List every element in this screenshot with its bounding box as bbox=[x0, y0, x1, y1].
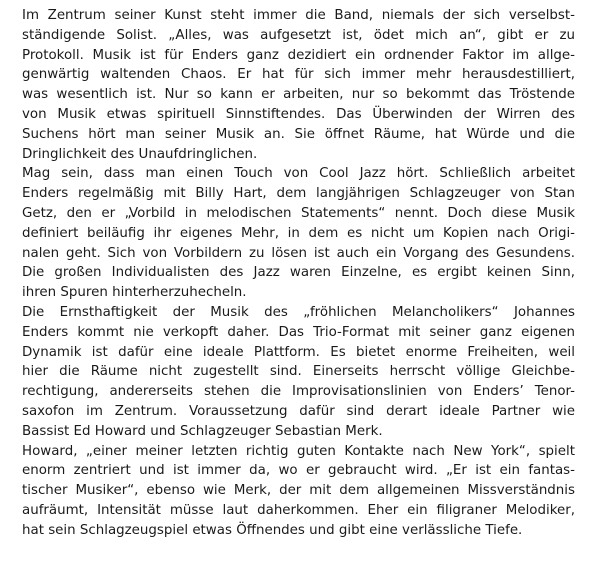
text-line: enorm zentriert und ist immer da, wo er gebraucht wird. „Er ist ein fantas- bbox=[22, 463, 575, 479]
text-line: nalen geht. Sich von Vorbildern zu lösen ist auch ein Vorgang des Gesundens. bbox=[22, 245, 575, 261]
text-line: Dringlichkeit des Unaufdringlichen. bbox=[22, 146, 258, 162]
text-line: Die großen Individualisten des Jazz waren Einzelne, es ergibt keinen Sinn, bbox=[22, 265, 575, 281]
text-line: ständigende Solist. „Alles, was aufgesetzt ist, ödet mich an“, gibt er zu bbox=[22, 27, 575, 43]
text-line: genwärtig waltenden Chaos. Er hat für sich immer mehr herausdestilliert, bbox=[22, 67, 575, 83]
text-line: hier die Räume nicht zugestellt sind. Einerseits herrscht völlige Gleichbe- bbox=[22, 364, 575, 380]
paragraph-3 bbox=[22, 303, 575, 442]
text-line: Enders regelmäßig mit Billy Hart, dem langjährigen Schlagzeuger von Stan bbox=[22, 186, 575, 202]
text-line: Howard, „einer meiner letzten richtig guten Kontakte nach New York“, spielt bbox=[22, 443, 575, 459]
text-line: hat sein Schlagzeugspiel etwas Öffnendes und gibt eine verlässliche Tiefe. bbox=[22, 522, 523, 538]
paragraph-2 bbox=[22, 164, 575, 303]
text-line: Enders kommt nie verkopft daher. Das Trio-Format mit seiner ganz eigenen bbox=[22, 324, 575, 340]
text-line: rechtigung, andererseits stehen die Improvisationslinien von Enders’ Tenor- bbox=[22, 384, 575, 400]
text-line: Mag sein, dass man einen Touch von Cool Jazz hört. Schließlich arbeitet bbox=[22, 166, 575, 182]
text-line: ihren Spuren hinterherzuhecheln. bbox=[22, 285, 247, 301]
text-line: Im Zentrum seiner Kunst steht immer die Band, niemals der sich verselbst- bbox=[22, 8, 575, 23]
text-line: was wesentlich ist. Nur so kann er arbeiten, nur so bekommt das Tröstende bbox=[22, 87, 575, 103]
text-line: von Musik etwas spirituell Sinnstiftendes. Das Überwinden der Wirren des bbox=[22, 106, 575, 122]
text-line: Die Ernsthaftigkeit der Musik des „fröhlichen Melancholikers“ Johannes bbox=[22, 304, 575, 320]
text-line: Dynamik ist dafür eine ideale Plattform. Es bietet enorme Freiheiten, weil bbox=[22, 344, 575, 360]
text-line: saxofon im Zentrum. Voraussetzung dafür sind derart ideale Partner wie bbox=[22, 403, 575, 419]
text-line: definiert beiläufig ihr eigenes Mehr, in dem es nicht um Kopien nach Origi- bbox=[22, 225, 575, 241]
text-line: aufräumt, Intensität müsse laut daherkommen. Eher ein filigraner Melodiker, bbox=[22, 502, 575, 518]
text-line: Suchens hört man seiner Musik an. Sie öffnet Räume, hat Würde und die bbox=[22, 126, 575, 142]
paragraph-4 bbox=[22, 442, 575, 541]
text-line: Getz, den er „Vorbild in melodischen Statements“ nennt. Doch diese Musik bbox=[22, 205, 575, 221]
paragraph-1 bbox=[22, 6, 575, 164]
text-line: Protokoll. Musik ist für Enders ganz dezidiert ein ordnender Faktor im allge- bbox=[22, 47, 575, 63]
text-line: Bassist Ed Howard und Schlagzeuger Sebastian Merk. bbox=[22, 423, 383, 439]
text-line: tischer Musiker“, ebenso wie Merk, der mit dem allgemeinen Missverständnis bbox=[22, 483, 575, 499]
